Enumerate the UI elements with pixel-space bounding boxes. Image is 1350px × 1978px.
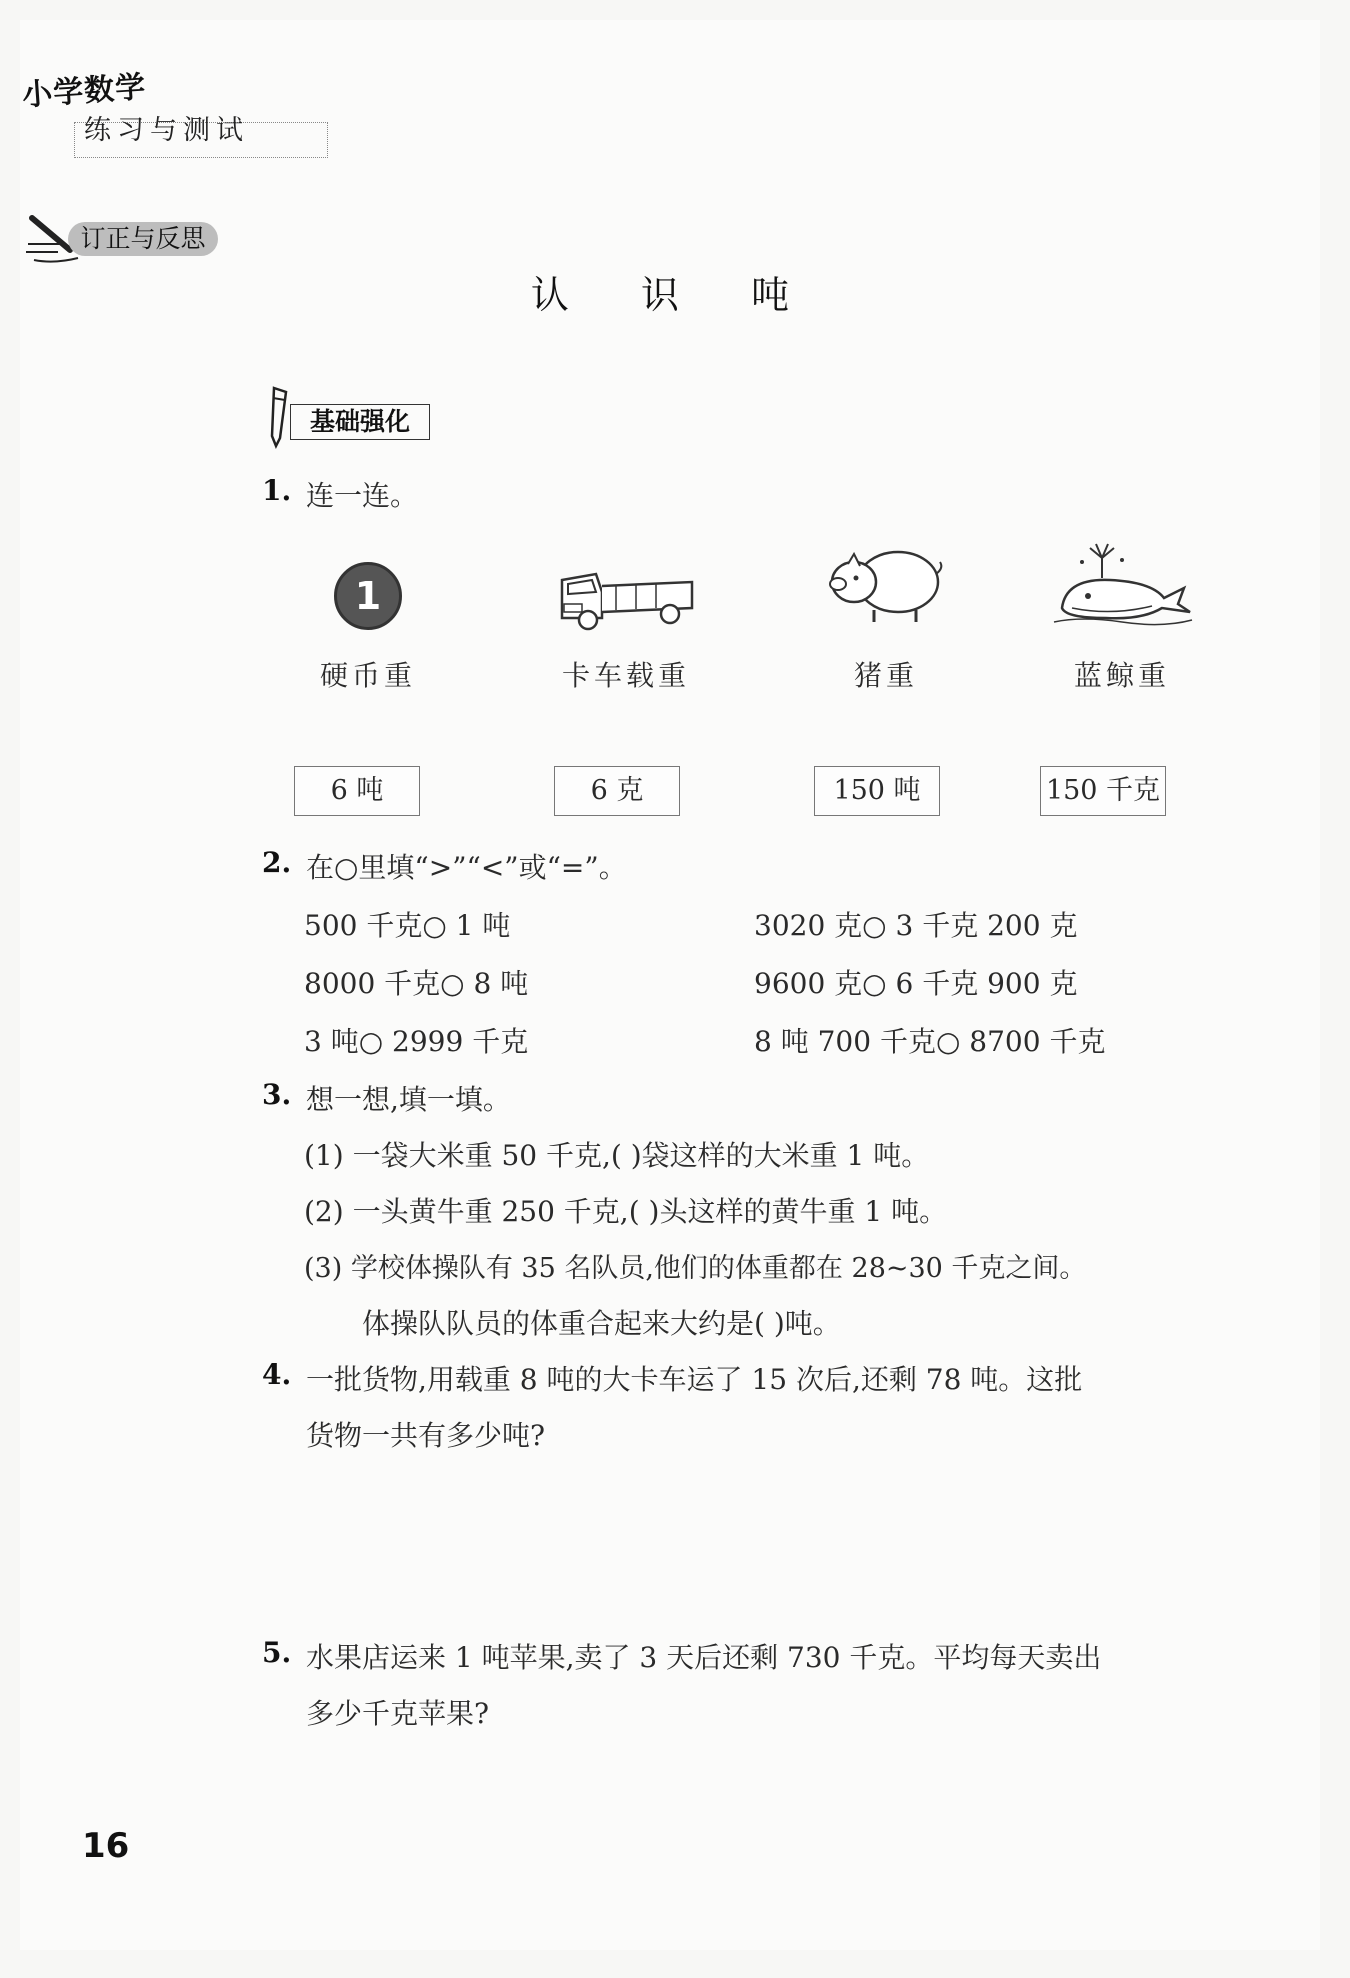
q5-number: 5. bbox=[262, 1636, 292, 1669]
compare-item[interactable]: 3 吨○ 2999 千克 bbox=[304, 1025, 529, 1058]
page-title: 认 识 吨 bbox=[530, 273, 820, 317]
q2-number: 2. bbox=[262, 846, 292, 879]
coin-label: 1 bbox=[354, 574, 382, 618]
q3-item-3[interactable]: (3) 学校体操队有 35 名队员,他们的体重都在 28~30 千克之间。 bbox=[304, 1253, 1087, 1284]
answer-box-1[interactable]: 6 吨 bbox=[294, 766, 420, 816]
coin-icon bbox=[334, 562, 402, 630]
truck-icon bbox=[556, 562, 696, 632]
compare-item[interactable]: 3020 克○ 3 千克 200 克 bbox=[754, 909, 1078, 942]
compare-item[interactable]: 8000 千克○ 8 吨 bbox=[304, 967, 529, 1000]
brand-subtitle: 练习与测试 bbox=[84, 115, 249, 146]
answer-box-3[interactable]: 150 吨 bbox=[814, 766, 940, 816]
answer-box-4[interactable]: 150 千克 bbox=[1040, 766, 1166, 816]
q4-number: 4. bbox=[262, 1358, 292, 1391]
q1-number: 1. bbox=[262, 474, 292, 507]
q3-text: 想一想,填一填。 bbox=[306, 1083, 511, 1116]
answer-box-2[interactable]: 6 克 bbox=[554, 766, 680, 816]
q4-line1: 一批货物,用载重 8 吨的大卡车运了 15 次后,还剩 78 吨。这批 bbox=[306, 1363, 1083, 1396]
q3-item-2[interactable]: (2) 一头黄牛重 250 千克,( )头这样的黄牛重 1 吨。 bbox=[304, 1195, 948, 1228]
page-number: 16 bbox=[82, 1826, 130, 1866]
q5-line2: 多少千克苹果? bbox=[306, 1697, 490, 1730]
reflection-tag bbox=[24, 218, 220, 262]
q4-line2: 货物一共有多少吨? bbox=[306, 1419, 546, 1452]
q3-item-1[interactable]: (1) 一袋大米重 50 千克,( )袋这样的大米重 1 吨。 bbox=[304, 1139, 930, 1172]
whale-icon bbox=[1052, 542, 1196, 628]
q5-line1: 水果店运来 1 吨苹果,卖了 3 天后还剩 730 千克。平均每天卖出 bbox=[306, 1641, 1102, 1674]
q1-text: 连一连。 bbox=[306, 479, 419, 512]
caption-truck: 卡车载重 bbox=[561, 659, 690, 692]
brand-title: 小学数学 bbox=[21, 69, 148, 114]
caption-pig: 猪重 bbox=[853, 659, 918, 692]
q2-text: 在○里填“>”“<”或“=”。 bbox=[306, 851, 627, 884]
reflection-label: 订正与反思 bbox=[68, 222, 218, 256]
caption-coin: 硬币重 bbox=[319, 659, 416, 692]
section-label: 基础强化 bbox=[290, 404, 430, 440]
q3-item-3-cont[interactable]: 体操队队员的体重合起来大约是( )吨。 bbox=[362, 1307, 841, 1340]
caption-whale: 蓝鲸重 bbox=[1073, 659, 1170, 692]
pig-icon bbox=[824, 538, 948, 626]
compare-item[interactable]: 9600 克○ 6 千克 900 克 bbox=[754, 967, 1078, 1000]
compare-item[interactable]: 8 吨 700 千克○ 8700 千克 bbox=[754, 1025, 1106, 1058]
compare-item[interactable]: 500 千克○ 1 吨 bbox=[304, 909, 511, 942]
q3-number: 3. bbox=[262, 1078, 292, 1111]
